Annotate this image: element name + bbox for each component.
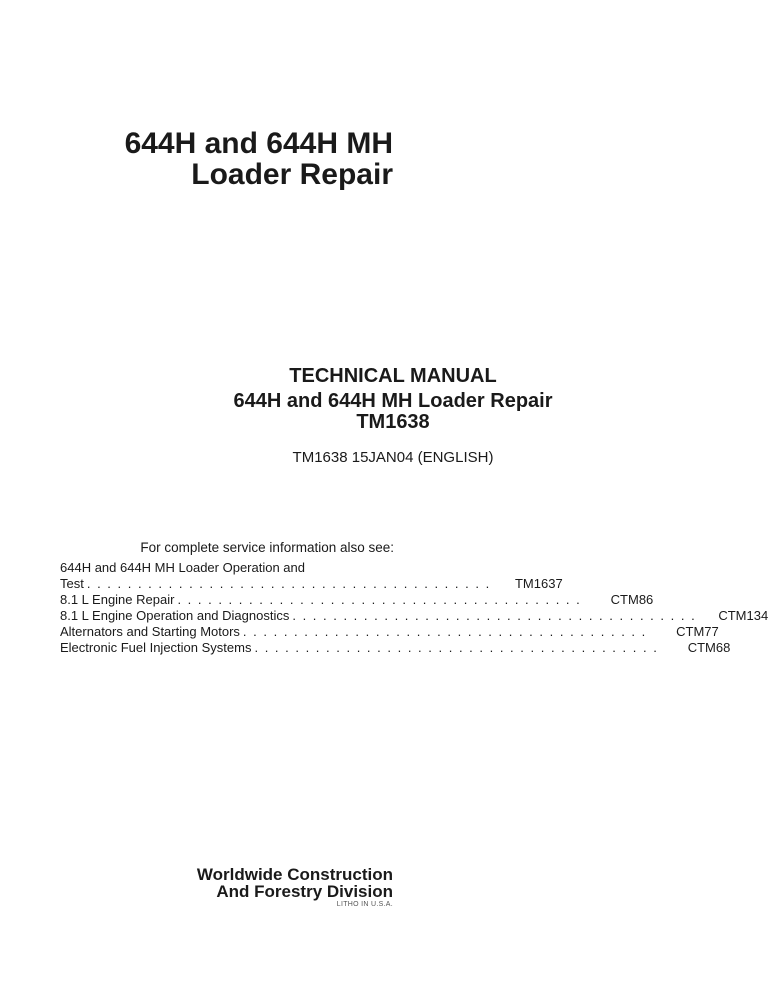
reference-code: CTM86 — [610, 592, 654, 607]
reference-item — [60, 576, 563, 592]
document-title — [125, 128, 393, 190]
title-line-2: Loader Repair — [191, 158, 393, 191]
reference-title: 8.1 L Engine Repair — [60, 592, 175, 607]
reference-title: Test — [60, 576, 84, 591]
dot-leader: . . . . . . . . . . . . . . . . . . . . . . . . . . . . . . . . . . . . . . . . — [242, 624, 647, 639]
reference-title-line1: 644H and 644H MH Loader Operation and — [60, 560, 305, 575]
manual-title: 644H and 644H MH Loader Repair — [233, 390, 553, 412]
reference-code: CTM77 — [676, 624, 719, 639]
reference-code: CTM134 — [718, 608, 769, 623]
dot-leader: . . . . . . . . . . . . . . . . . . . . . . . . . . . . . . . . . . . . . . . . — [86, 576, 491, 591]
manual-number: TM1638 — [356, 411, 430, 433]
manual-date-line: TM1638 15JAN04 (ENGLISH) — [292, 449, 494, 466]
reference-code: TM1637 — [514, 576, 563, 591]
reference-item — [60, 640, 731, 656]
litho-notice: LITHO IN U.S.A. — [336, 901, 393, 908]
division-line-2: And Forestry Division — [216, 882, 393, 901]
reference-item — [60, 608, 769, 624]
manual-info — [200, 364, 586, 467]
see-also-heading: For complete service information also see: — [140, 540, 394, 555]
title-line-1: 644H and 644H MH — [124, 127, 393, 160]
dot-leader: . . . . . . . . . . . . . . . . . . . . . . . . . . . . . . . . . . . . . . . . — [177, 592, 582, 607]
reference-title: 8.1 L Engine Operation and Diagnostics — [60, 608, 290, 623]
reference-list — [60, 560, 769, 656]
dot-leader: . . . . . . . . . . . . . . . . . . . . . . . . . . . . . . . . . . . . . . . . — [254, 640, 659, 655]
dot-leader: . . . . . . . . . . . . . . . . . . . . . . . . . . . . . . . . . . . . . . . . — [292, 608, 697, 623]
reference-title: Electronic Fuel Injection Systems — [60, 640, 252, 655]
division-name — [197, 866, 393, 900]
reference-item — [60, 592, 654, 608]
manual-heading: TECHNICAL MANUAL — [289, 365, 497, 387]
reference-item — [60, 624, 719, 640]
division-line-1: Worldwide Construction — [196, 865, 393, 884]
reference-code: CTM68 — [687, 640, 731, 655]
reference-title: Alternators and Starting Motors — [60, 624, 240, 639]
